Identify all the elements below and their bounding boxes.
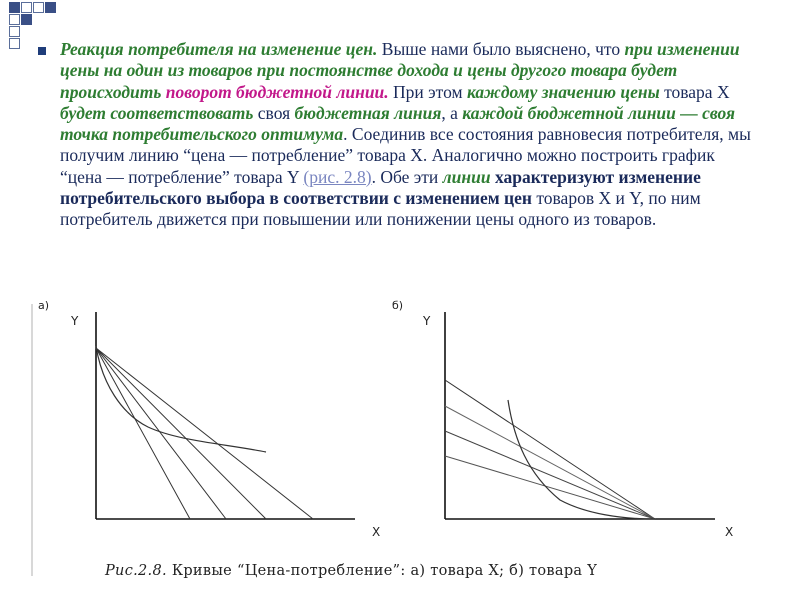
- text-span: характеризуют изменение потребительского выбора в соответствии с изменением цен: [60, 166, 701, 209]
- text-heading: Реакция потребителя на изменение цен.: [60, 39, 378, 59]
- text-span: , а: [441, 102, 463, 123]
- panel-a-axis-x-label: X: [372, 525, 381, 539]
- panel-b-axis-y-label: Y: [423, 314, 431, 328]
- caption-prefix: Рис.2.8.: [105, 563, 167, 579]
- figure-link[interactable]: (рис. 2.8): [303, 166, 372, 187]
- panel-a-axis-y-label: Y: [71, 314, 79, 328]
- text-span: своя: [253, 102, 295, 123]
- text-span: будет соответствовать: [60, 102, 254, 123]
- caption-text: Кривые “Цена-потребление”: а) товара X; б) товара Y: [166, 563, 598, 579]
- text-span: При этом: [388, 81, 467, 102]
- text-span: каждой бюджетной линии — своя: [462, 102, 736, 123]
- text-span: значению цены: [541, 81, 660, 102]
- text-span: Выше нами было выяснено, что: [377, 39, 625, 59]
- text-span: при изменении цены на один из товаров при постоянстве дохода и цены другого товара будет происходить: [60, 39, 740, 102]
- figure-price-consumption: [30, 300, 780, 578]
- bullet-icon: [38, 47, 46, 55]
- text-span: линии: [442, 166, 491, 187]
- text-span: . Соединив все состояния равновесия потребителя, мы получим линию “цена — потребление” товара X. Аналогично можно построить график “цена — потребление” товара Y: [60, 124, 751, 187]
- text-span: точка потребительского оптимума: [60, 124, 344, 145]
- panel-b-label: б): [392, 300, 404, 312]
- figure-caption: [105, 563, 597, 579]
- panel-b-axis-x-label: X: [725, 525, 734, 539]
- text-span: . Обе эти: [371, 166, 443, 187]
- text-span: поворот бюджетной линии.: [165, 81, 389, 102]
- text-span: товаров X и Y, по ним потребитель движется при повышении или понижении цены одного из товаров.: [60, 188, 701, 230]
- slide-paragraph: [60, 39, 760, 231]
- panel-a-label: а): [38, 300, 50, 312]
- text-span: бюджетная линия: [294, 102, 442, 123]
- text-span: каждому: [466, 81, 538, 102]
- text-span: товара X: [659, 81, 730, 102]
